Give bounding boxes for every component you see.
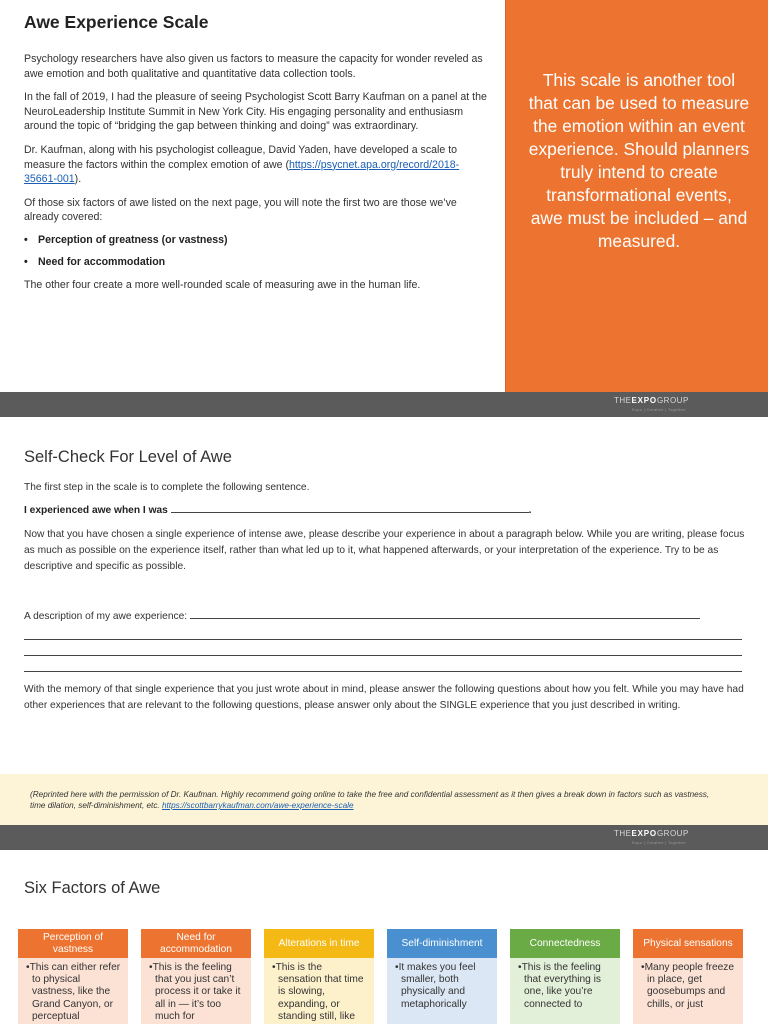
paragraph-factors: Of those six factors of awe listed on the next page, you will note the first two are those we’ve already covered: [24,196,457,224]
factor-title: Self-diminishment [387,929,497,958]
six-factors-page [0,850,768,1024]
page-title: Awe Experience Scale [24,12,209,32]
description-label: A description of my awe experience: [24,611,188,622]
factor-title: Connectedness [510,929,620,958]
factor-title: Perception of vastness [18,929,128,958]
factor-card-physical [633,929,743,1024]
factor-card-accommodation [141,929,251,1024]
self-check-page [0,417,768,825]
permission-note [0,774,768,825]
self-check-intro: The first step in the scale is to complete the following sentence. [24,482,310,493]
paragraph-other-four: The other four create a more well-rounded scale of measuring awe in the human life. [24,278,421,291]
factor-card-vastness [18,929,128,1024]
callout-text: This scale is another tool that can be used to measure the emotion within an event experience. Should planners truly intend to create transformational events, awe must be included – and measured. [528,70,750,251]
kaufman-scale-link[interactable]: https://scottbarrykaufman.com/awe-experience-scale [161,801,354,810]
factor-card-self-diminishment [387,929,497,1024]
paragraph-scale [24,143,492,187]
self-check-title: Self-Check For Level of Awe [24,448,232,466]
logo-tagline: Expo | Creative | Together [632,840,686,845]
factor-title: Physical sensations [633,929,743,958]
paragraph-scale-post: ). [74,173,82,186]
expo-group-logo: THEEXPOGROUP [614,829,689,838]
permission-note-text: (Reprinted here with the permission of Dr. Kaufman. Highly recommend going online to take the free and confidential assessment as it then gives a break down in factors such as vastness, time dilation, self-diminishment, etc. https://scottbarrykaufman.com/awe-experience-scale [30,790,710,810]
self-check-instructions: Now that you have chosen a single experience of intense awe, please describe your experience in about a paragraph below. While you are writing, please focus as much as possible on the experience itself, rather than what led up to it, what happened afterwards, or your interpretation of the experience. Try to be as descriptive and specific as possible. [24,529,745,573]
awe-scale-page [0,0,768,392]
awe-scale-text-column [24,12,492,302]
factor-description: •This can either refer to physical vastness, like the Grand Canyon, or perceptual [18,958,128,1024]
description-blank-2[interactable] [24,639,742,640]
bullet-accommodation: • Need for accommodation [24,256,492,268]
footer-bar-1 [0,392,768,417]
paragraph-intro: Psychology researchers have also given us factors to measure the capacity for wonder reveled as awe emotion and both qualitative and quantitative data collection tools. [24,53,483,80]
bullet-greatness: • Perception of greatness (or vastness) [24,234,492,246]
logo-tagline: Expo | Creative | Together [632,407,686,412]
description-label-row [24,609,752,625]
factor-description: •This is the feeling that everything is one, like you’re connected to [510,958,620,1024]
sentence-prompt: I experienced awe when I was . [24,505,532,516]
factor-title: Need for accommodation [141,929,251,958]
description-blank-1[interactable] [190,609,700,619]
expo-group-logo: THEEXPOGROUP [614,396,689,405]
factor-card-connectedness [510,929,620,1024]
footer-bar-2 [0,825,768,850]
factor-title: Alterations in time [264,929,374,958]
factor-description: •This is the sensation that time is slowing, expanding, or standing still, like [264,958,374,1024]
factor-description: •Many people freeze in place, get goosebumps and chills, or just [633,958,743,1024]
factor-description: •It makes you feel smaller, both physically and metaphorically [387,958,497,1024]
description-blank-4[interactable] [24,671,742,672]
factor-description: •This is the feeling that you just can’t process it or take it all in — it’s too much for [141,958,251,1024]
psycnet-link[interactable]: https://psycnet.apa.org/record/2018-35661-001 [24,158,460,186]
description-blank-3[interactable] [24,655,742,656]
six-factors-title: Six Factors of Awe [24,879,161,897]
sentence-blank[interactable] [171,503,529,513]
factor-card-time [264,929,374,1024]
paragraph-kaufman: In the fall of 2019, I had the pleasure of seeing Psychologist Scott Barry Kaufman on a panel at the NeuroLeadership Institute Summit in New York City. His engaging personality and enthusiasm around the topic of “bridging the gap between thinking and doing” was extraordinary. [24,91,487,133]
callout-panel [505,0,768,392]
self-check-followup: With the memory of that single experience that you just wrote about in mind, please answer the following questions about how you felt. While you may have had other experiences that are relevant to the following questions, please answer only about the SINGLE experience that you just described in writing. [24,684,744,712]
paragraph-scale-pre: Dr. Kaufman, along with his psychologist colleague, David Yaden, have developed a scale to measure the factors within the complex emotion of awe ( [24,143,458,171]
